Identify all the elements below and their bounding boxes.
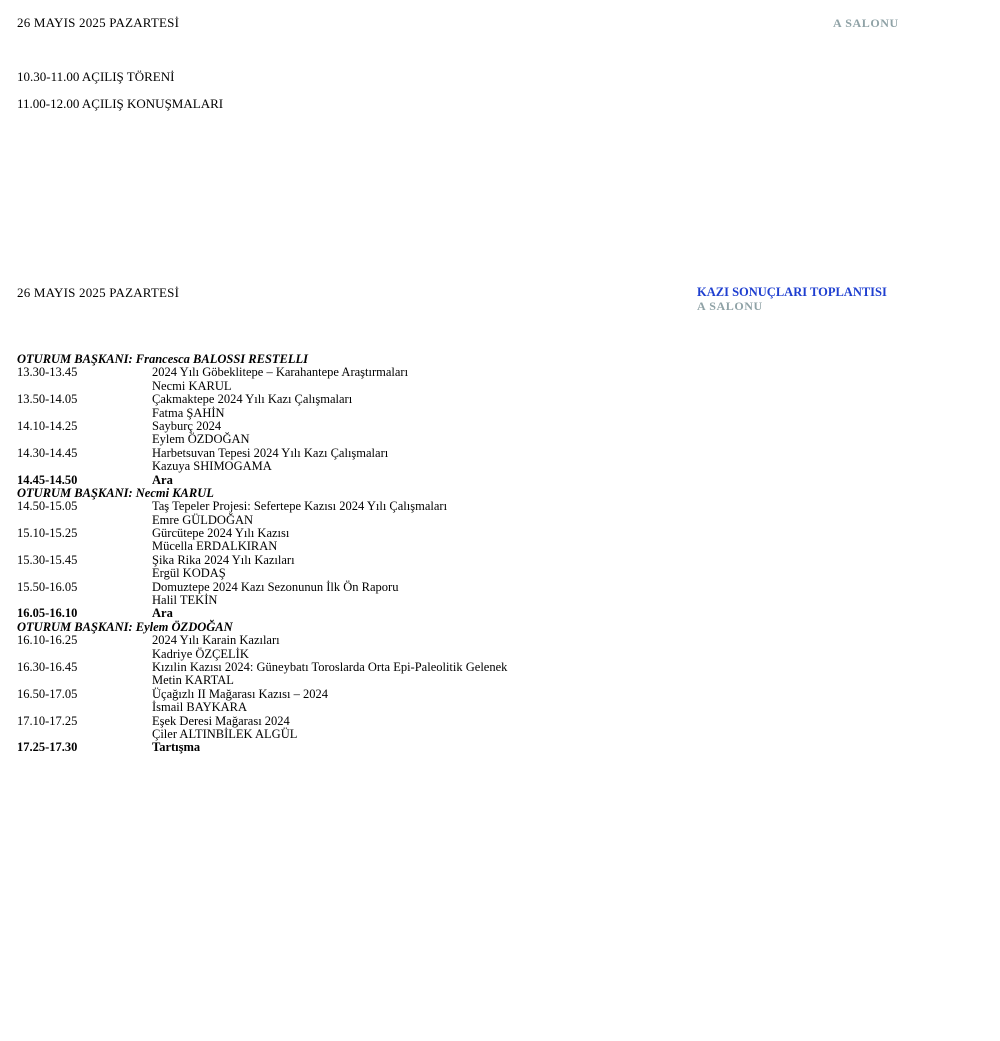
talk-title: Üçağızlı II Mağarası Kazısı – 2024 [152, 686, 328, 701]
talk-row [17, 554, 977, 567]
spacer [17, 728, 152, 741]
talk-row [17, 581, 977, 594]
spacer [17, 460, 152, 473]
talk-time: 14.10-14.25 [17, 418, 78, 433]
talk-title: Kızılin Kazısı 2024: Güneybatı Toroslarda Orta Epi-Paleolitik Gelenek [152, 659, 508, 674]
talk-title: Taş Tepeler Projesi: Sefertepe Kazısı 2024 Yılı Çalışmaları [152, 499, 448, 514]
talk-row [17, 447, 977, 460]
talk-title: Gürcütepe 2024 Yılı Kazısı [152, 526, 290, 541]
talk-time: 14.50-15.05 [17, 499, 78, 514]
talk-speaker: Metin KARTAL [152, 673, 234, 688]
section1-date: 26 MAYIS 2025 PAZARTESİ [17, 15, 180, 30]
break-label: Ara [152, 472, 173, 487]
session-chair: OTURUM BAŞKANI: Eylem ÖZDOĞAN [17, 619, 233, 634]
break-label: Tartışma [152, 740, 201, 755]
talk-row [17, 500, 977, 513]
talk-speaker: Çiler ALTINBİLEK ALGÜL [152, 726, 298, 741]
talk-speaker: Halil TEKİN [152, 593, 218, 608]
speaker-row [17, 594, 977, 607]
talk-row [17, 715, 977, 728]
talk-speaker: Fatma ŞAHİN [152, 405, 225, 420]
speaker-row [17, 567, 977, 580]
talk-speaker: Necmi KARUL [152, 378, 232, 393]
speaker-row [17, 514, 977, 527]
talk-time: 15.50-16.05 [17, 579, 78, 594]
talk-time: 14.30-14.45 [17, 445, 78, 460]
meeting-title: KAZI SONUÇLARI TOPLANTISI [697, 285, 887, 299]
talk-speaker: Kazuya SHIMOGAMA [152, 459, 272, 474]
talk-title: 2024 Yılı Göbeklitepe – Karahantepe Araştırmaları [152, 365, 409, 380]
talk-speaker: Ergül KODAŞ [152, 566, 226, 581]
talk-time: 17.10-17.25 [17, 713, 78, 728]
talk-time: 13.30-13.45 [17, 365, 78, 380]
session-chair: OTURUM BAŞKANI: Necmi KARUL [17, 485, 214, 500]
speaker-row [17, 380, 977, 393]
speaker-row [17, 433, 977, 446]
talk-speaker: İsmail BAYKARA [152, 700, 248, 715]
talk-row [17, 527, 977, 540]
talk-title: Domuztepe 2024 Kazı Sezonunun İlk Ön Raporu [152, 579, 399, 594]
talk-time: 13.50-14.05 [17, 392, 78, 407]
talk-row [17, 366, 977, 379]
talk-time: 16.30-16.45 [17, 659, 78, 674]
speaker-row [17, 540, 977, 553]
spacer [17, 701, 152, 714]
spacer [17, 407, 152, 420]
talk-row [17, 634, 977, 647]
speaker-row [17, 701, 977, 714]
speaker-row [17, 674, 977, 687]
opening-ceremony: 10.30-11.00 AÇILIŞ TÖRENİ [17, 69, 175, 84]
talk-row [17, 393, 977, 406]
session-schedule [17, 353, 977, 755]
break-time: 14.45-14.50 [17, 472, 78, 487]
talk-title: Sayburç 2024 [152, 418, 222, 433]
speaker-row [17, 728, 977, 741]
speaker-row [17, 648, 977, 661]
talk-title: 2024 Yılı Karain Kazıları [152, 633, 280, 648]
break-row [17, 607, 977, 620]
talk-time: 16.50-17.05 [17, 686, 78, 701]
spacer [17, 648, 152, 661]
opening-speeches: 11.00-12.00 AÇILIŞ KONUŞMALARI [17, 96, 224, 111]
talk-title: Şika Rika 2024 Yılı Kazıları [152, 552, 295, 567]
talk-title: Eşek Deresi Mağarası 2024 [152, 713, 290, 728]
talk-speaker: Emre GÜLDOĞAN [152, 512, 254, 527]
talk-time: 15.30-15.45 [17, 552, 78, 567]
spacer [17, 433, 152, 446]
section1-room: A SALONU [833, 16, 899, 30]
break-row [17, 741, 977, 754]
talk-row [17, 688, 977, 701]
speaker-row [17, 460, 977, 473]
section2-room: A SALONU [697, 299, 763, 313]
talk-speaker: Mücella ERDALKIRAN [152, 539, 278, 554]
break-time: 16.05-16.10 [17, 606, 78, 621]
talk-time: 15.10-15.25 [17, 526, 78, 541]
spacer [17, 514, 152, 527]
talk-title: Çakmaktepe 2024 Yılı Kazı Çalışmaları [152, 392, 353, 407]
talk-speaker: Eylem ÖZDOĞAN [152, 432, 250, 447]
spacer [17, 567, 152, 580]
talk-title: Harbetsuvan Tepesi 2024 Yılı Kazı Çalışmaları [152, 445, 389, 460]
talk-speaker: Kadriye ÖZÇELİK [152, 646, 249, 661]
spacer [17, 540, 152, 553]
talk-time: 16.10-16.25 [17, 633, 78, 648]
session-chair: OTURUM BAŞKANI: Francesca BALOSSI RESTELLI [17, 352, 309, 366]
spacer [17, 594, 152, 607]
spacer [17, 380, 152, 393]
break-row [17, 474, 977, 487]
speaker-row [17, 407, 977, 420]
talk-row [17, 420, 977, 433]
section2-date: 26 MAYIS 2025 PAZARTESİ [17, 285, 180, 300]
break-time: 17.25-17.30 [17, 740, 78, 755]
spacer [17, 674, 152, 687]
break-label: Ara [152, 606, 173, 621]
talk-row [17, 661, 977, 674]
